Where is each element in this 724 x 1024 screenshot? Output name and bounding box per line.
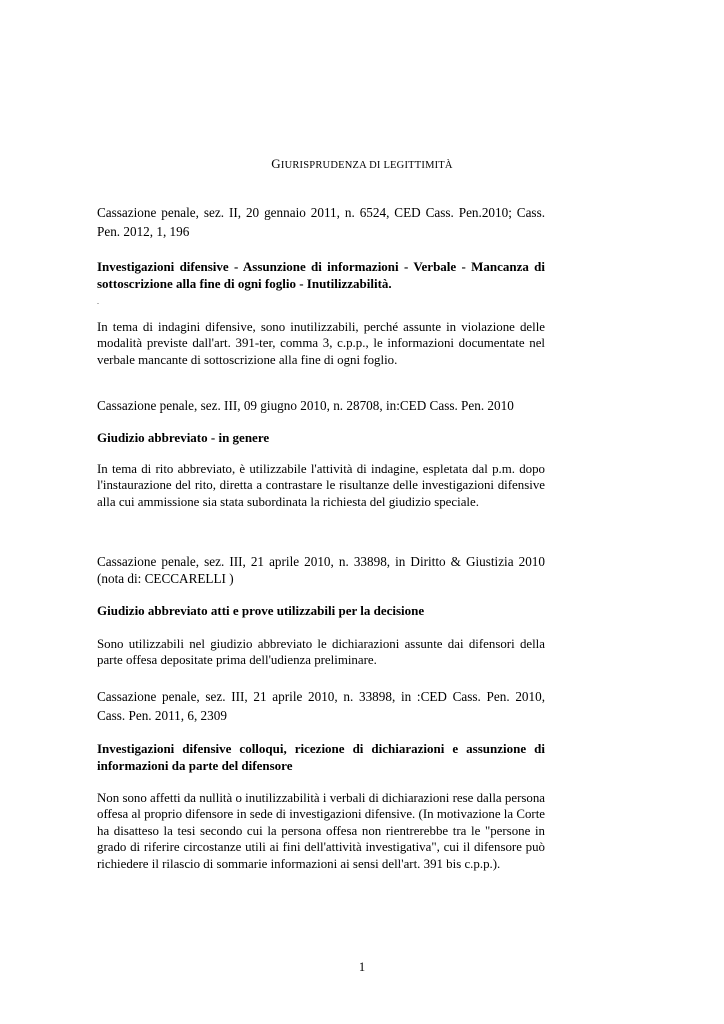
entry-2-citation: Cassazione penale, sez. III, 09 giugno 2010, n. 28708, in:CED Cass. Pen. 2010: [97, 398, 514, 413]
entry-4-citation: Cassazione penale, sez. III, 21 aprile 2010, n. 33898, in :CED Cass. Pen. 2010, Cass. Pen. 2011, 6, 2309: [97, 689, 545, 723]
entry-3-citation: Cassazione penale, sez. III, 21 aprile 2010, n. 33898, in Diritto & Giustizia 2010 (nota di: CECCARELLI ): [97, 554, 545, 586]
entry-2-body: In tema di rito abbreviato, è utilizzabile l'attività di indagine, espletata dal p.m. dopo l'instaurazione del rito, diretta a contrastare le risultanze delle investigazioni difensive alla cui ammissione sia stata subordinata la richiesta del giudizio speciale.: [97, 462, 545, 509]
entry-1-body: In tema di indagini difensive, sono inutilizzabili, perché assunte in violazione delle modalità previste dall'art. 391-ter, comma 3, c.p.p., le informazioni documentate nel verbale mancante di sottoscrizione alla fine di ogni foglio.: [97, 320, 545, 367]
stray-mark: .: [97, 297, 99, 306]
page-title-initial: G: [271, 156, 281, 171]
entry-4-heading: Investigazioni difensive colloqui, ricezione di dichiarazioni e assunzione di informazioni da parte del difensore: [97, 741, 545, 773]
page-title-rest: IURISPRUDENZA DI LEGITTIMITÀ: [280, 160, 453, 171]
entry-1-heading: Investigazioni difensive - Assunzione di informazioni - Verbale - Mancanza di sottoscrizione alla fine di ogni foglio - Inutilizzabilità.: [97, 259, 545, 291]
entry-3-body: Sono utilizzabili nel giudizio abbreviato le dichiarazioni assunte dai difensori della parte offesa depositate prima dell'udienza preliminare.: [97, 637, 545, 668]
page-title: [0, 156, 724, 172]
page-number: 1: [358, 960, 366, 974]
entry-2-heading: Giudizio abbreviato - in genere: [97, 430, 270, 445]
entry-3-heading: Giudizio abbreviato atti e prove utilizzabili per la decisione: [97, 603, 425, 618]
entry-1-citation: Cassazione penale, sez. II, 20 gennaio 2011, n. 6524, CED Cass. Pen.2010; Cass. Pen. 2012, 1, 196: [97, 205, 545, 239]
entry-4-body: Non sono affetti da nullità o inutilizzabilità i verbali di dichiarazioni rese dalla persona offesa al proprio difensore in sede di investigazioni difensive. (In motivazione la Corte ha disatteso la tesi secondo cui la persona offesa non rientrerebbe tra le "persone in grado di riferire circostanze utili ai fini dell'attività investigativa", cui il difensore può richiedere il rilascio di sommarie informazioni ai sensi dell'art. 391 bis c.p.p.).: [97, 791, 545, 871]
